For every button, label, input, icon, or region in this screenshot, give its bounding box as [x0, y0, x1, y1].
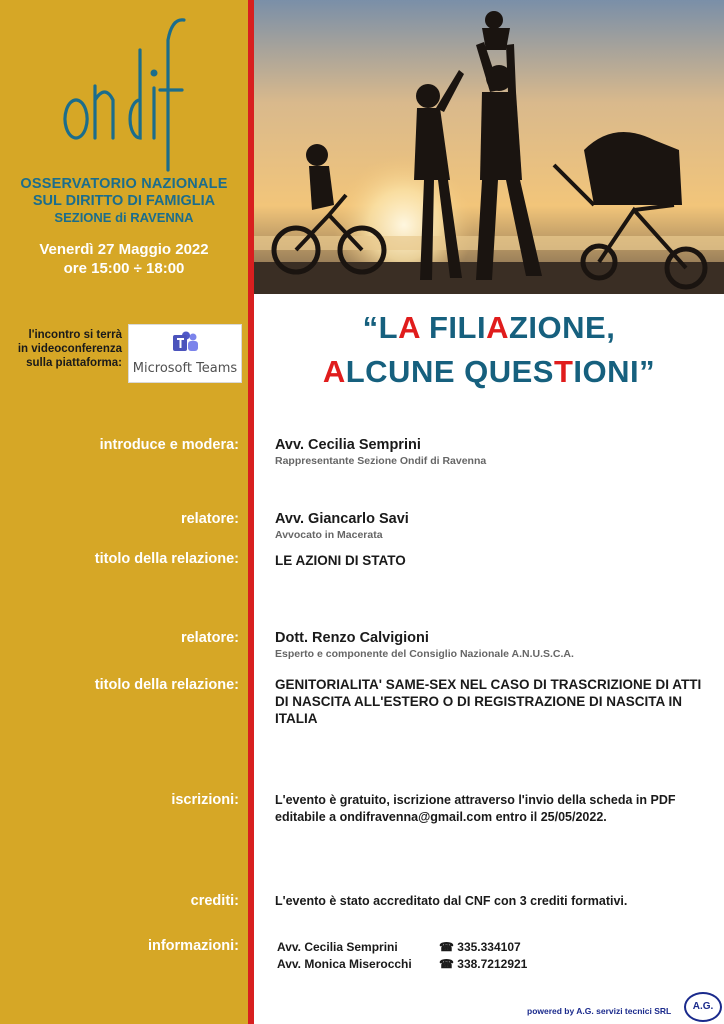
organization-line1: OSSERVATORIO NAZIONALE — [20, 176, 228, 192]
ag-logo: A.G. — [684, 992, 722, 1022]
credits-text: L'evento è stato accreditato dal CNF con 3 crediti formativi. — [275, 894, 628, 908]
organization-line2: SUL DIRITTO DI FAMIGLIA — [32, 193, 216, 209]
speaker2-name: Dott. Renzo Calvigioni — [275, 630, 429, 646]
microsoft-teams-icon — [173, 331, 199, 355]
event-date: Venerdì 27 Maggio 2022 — [39, 241, 209, 258]
registration-label: iscrizioni: — [171, 792, 239, 808]
credits-label: crediti: — [190, 893, 239, 909]
event-title-line1: “LA FILIAZIONE, — [362, 310, 616, 345]
event-title-line2: ALCUNE QUESTIONI” — [322, 354, 656, 389]
meeting-note — [10, 328, 122, 370]
logo-text: ondif — [60, 10, 63, 11]
contact-name: Avv. Monica Miserocchi — [277, 957, 412, 971]
moderator-label: introduce e modera: — [99, 437, 239, 453]
speaker1-title-label: titolo della relazione: — [94, 551, 239, 567]
meeting-note-line1: l'incontro si terrà — [28, 329, 122, 341]
speaker2-label: relatore: — [180, 630, 239, 646]
moderator-role: Rappresentante Sezione Ondif di Ravenna — [275, 455, 487, 467]
footer-credit: powered by A.G. servizi tecnici SRL — [527, 1006, 672, 1016]
speaker2-title-label: titolo della relazione: — [94, 677, 239, 693]
microsoft-teams-badge — [128, 324, 242, 383]
ondif-logo — [60, 10, 190, 175]
speaker2-role: Esperto e componente del Consiglio Nazionale A.N.U.S.C.A. — [275, 648, 574, 660]
speaker1-label: relatore: — [180, 511, 239, 527]
speaker2-talk-title: GENITORIALITA' SAME-SEX NEL CASO DI TRASCRIZIONE DI ATTI DI NASCITA ALL'ESTERO O DI REGISTRAZIONE DI NASCITA IN ITALIA — [275, 677, 702, 726]
info-label: informazioni: — [147, 938, 239, 954]
platform-name: Microsoft Teams — [132, 361, 238, 376]
meeting-note-line3: sulla piattaforma: — [26, 357, 122, 369]
speaker1-talk-title: LE AZIONI DI STATO — [275, 553, 406, 568]
organization-line3: SEZIONE di RAVENNA — [54, 210, 194, 225]
contact-phone[interactable]: ☎ 338.7212921 — [439, 957, 528, 971]
moderator-name: Avv. Cecilia Semprini — [275, 437, 421, 453]
speaker1-name: Avv. Giancarlo Savi — [275, 511, 409, 527]
contact-phone[interactable]: ☎ 335.334107 — [439, 940, 521, 954]
event-time: ore 15:00 ÷ 18:00 — [63, 260, 185, 277]
speaker1-role: Avvocato in Macerata — [275, 529, 383, 541]
registration-text: L'evento è gratuito, iscrizione attraverso l'invio della scheda in PDF editabile a ondifravenna@gmail.com entro il 25/05/2022. — [275, 793, 676, 824]
meeting-note-line2: in videoconferenza — [17, 343, 122, 355]
header-photo — [254, 0, 724, 294]
contact-name: Avv. Cecilia Semprini — [277, 940, 398, 954]
